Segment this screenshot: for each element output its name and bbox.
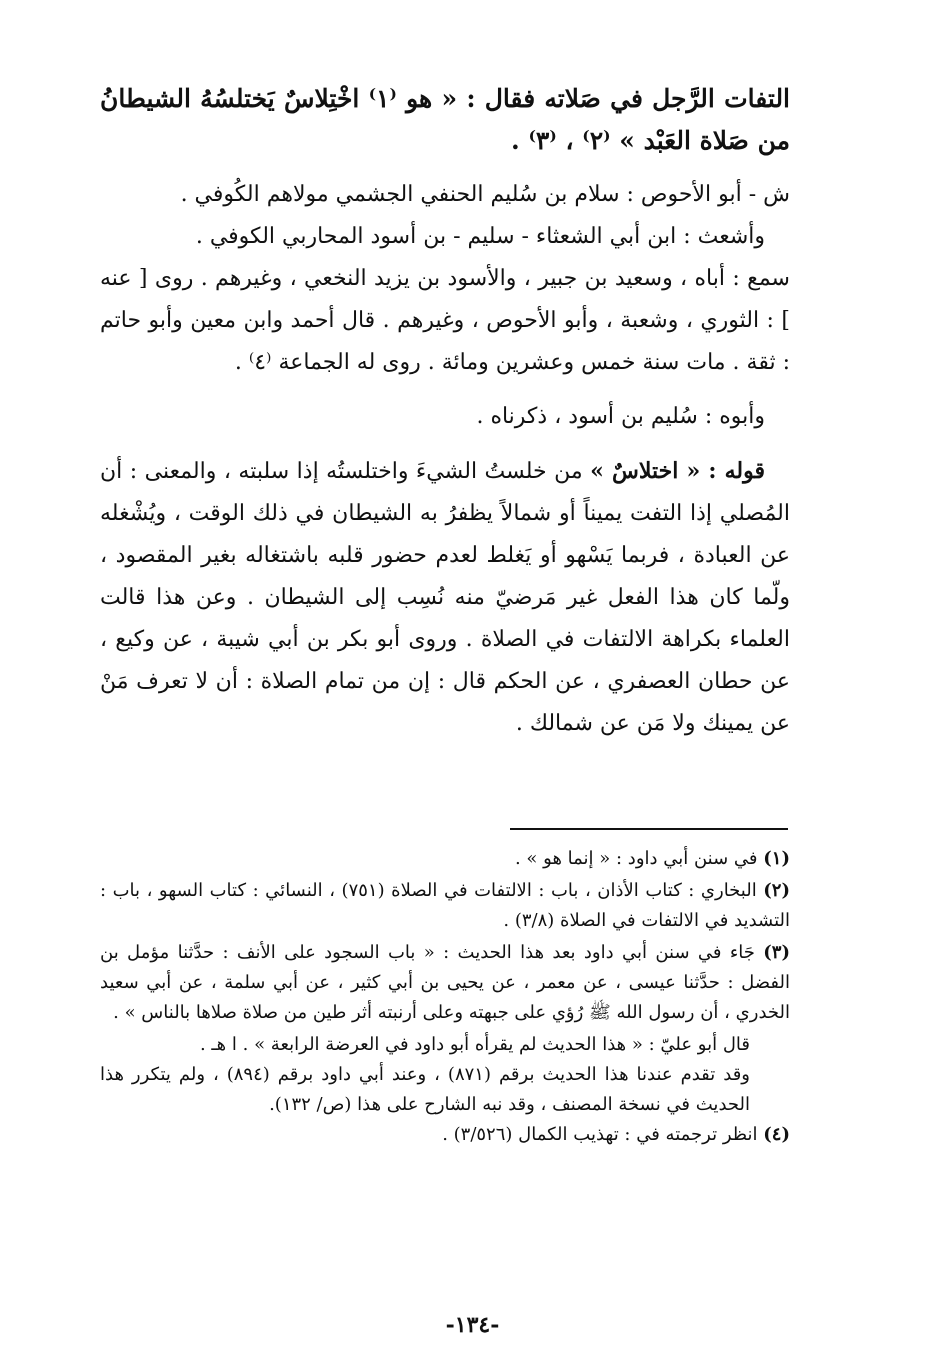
footnotes — [100, 844, 790, 1152]
footnote-text: البخاري : كتاب الأذان ، باب : الالتفات في الصلاة (٧٥١) ، النسائي : كتاب السهو ، باب : التشديد في الالتفات في الصلاة (٣/٨) . — [100, 880, 790, 931]
footnote-number: (٤) — [763, 1124, 790, 1145]
paragraph-narrator-2: وأشعث : ابن أبي الشعثاء - سليم - بن أسود المحاربي الكوفي . — [195, 224, 765, 249]
footnote-number: (١) — [763, 848, 790, 869]
footnote-3 — [100, 938, 790, 1028]
paragraph-father: وأبوه : سُليم بن أسود ، ذكرناه . — [476, 404, 765, 429]
commentary-text: من خلستُ الشيءَ واختلستُه إذا سلبته ، والمعنى : أن المُصلي إذا التفت يميناً أو شمالاً يظفرُ به الشيطان في ذلك الوقت ، ويُشْغله عن العبادة ، فربما يَسْهو أو يَغلط لعدم حضور قلبه باشتغاله بغير المقصود ، ولّما كان هذا الفعل غير مَرضيّ منه نُسِب إلى الشيطان . وعن هذا قالت العلماء بكراهة الالتفات في الصلاة . وروى أبو بكر بن أبي شيبة ، عن وكيع ، عن حطان العصفري ، عن الحكم قال : إن من تمام الصلاة : أن لا تعرف مَنْ عن يمينك ولا مَن عن شمالك . — [100, 459, 790, 736]
footnote-text: جَاء في سنن أبي داود بعد هذا الحديث : « باب السجود على الأنف : حدَّثنا مؤمل بن الفضل : حدَّثنا عيسى ، عن معمر ، عن يحيى بن أبي كثير ، عن أبي سلمة ، عن أبي سعيد الخدري ، أن رسول الله ﷺ رُؤي على جبهته وعلى أرنبته أثر طين من صلاة صلاها بالناس » . — [100, 942, 790, 1023]
hadith-text: التفات الرَّجل في صَلاته فقال : « هو ⁽١⁾ اخْتِلاسٌ يَختلسُهُ الشيطانُ من صَلاة العَبْد » ⁽٢⁾ ، ⁽٣⁾ . — [100, 84, 791, 155]
paragraph-narrator-1: ش - أبو الأحوص : سلام بن سُليم الحنفي الجشمي مولاهم الكُوفي . — [180, 182, 790, 207]
footnote-3-sub-1: قال أبو عليّ : « هذا الحديث لم يقرأه أبو داود في العرضة الرابعة » . ا هـ . — [199, 1034, 750, 1055]
footnote-4 — [100, 1120, 790, 1150]
footnote-2 — [100, 876, 790, 936]
footnote-text: انظر ترجمته في : تهذيب الكمال (٣/٥٢٦) . — [442, 1124, 758, 1145]
footnote-text: في سنن أبي داود : « إنما هو » . — [514, 848, 758, 869]
footnote-number: (٣) — [763, 942, 790, 963]
footnote-divider — [510, 828, 788, 830]
footnote-1 — [100, 844, 790, 874]
paragraph-narrator-details: سمع : أباه ، وسعيد بن جبير ، والأسود بن يزيد النخعي ، وغيرهم . روى [ عنه ] : الثوري ، وشعبة ، وأبو الأحوص ، وغيرهم . قال أحمد وابن معين وأبو حاتم : ثقة . مات سنة خمس وعشرين ومائة . روى له الجماعة ⁽٤⁾ . — [100, 266, 790, 375]
paragraph-commentary — [100, 450, 790, 745]
footnote-3-sub-2: وقد تقدم عندنا هذا الحديث برقم (٨٧١) ، وعند أبي داود برقم (٨٩٤) ، ولم يتكرر هذا الحديث في نسخة المصنف ، وقد نبه الشارح على هذا (ص/ ١٣٢). — [100, 1064, 750, 1115]
main-text — [100, 78, 790, 745]
footnote-number: (٢) — [763, 880, 790, 901]
commentary-lead: قوله : « اختلاسٌ » — [590, 458, 765, 484]
page-number: -١٣٤- — [445, 1312, 500, 1338]
